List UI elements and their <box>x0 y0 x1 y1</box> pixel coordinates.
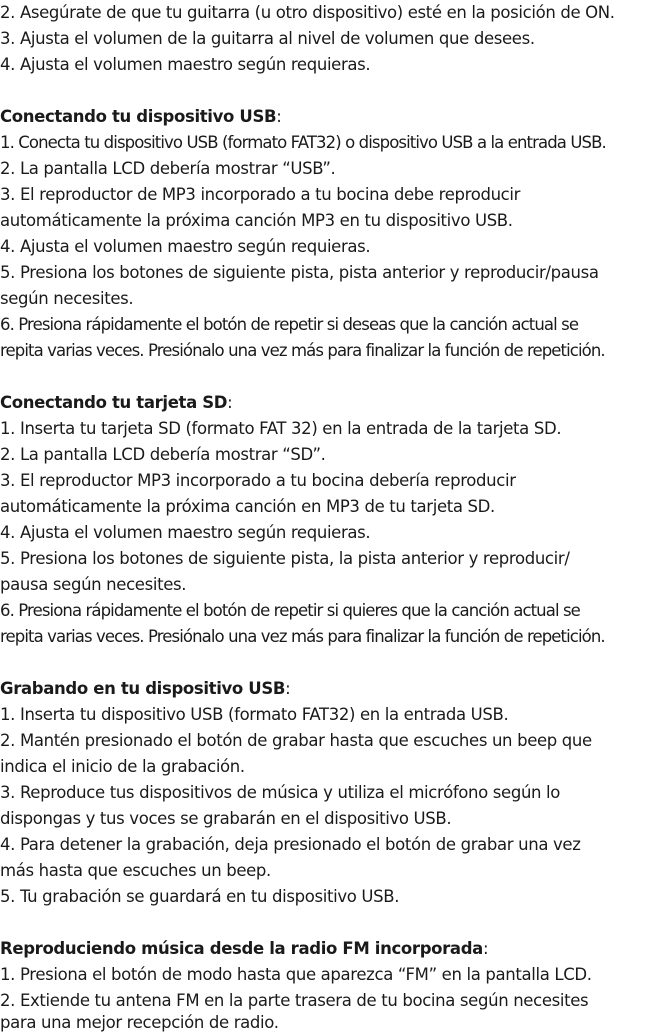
fm-line-2: 2. Extiende tu antena FM en la parte trasera de tu bocina según necesites <box>0 991 589 1010</box>
intro-step-4: 4. Ajusta el volumen maestro según requieras. <box>0 55 371 74</box>
usb-line-9: repita varias veces. Presiónalo una vez más para finalizar la función de repetición. <box>0 341 605 360</box>
usb-line-4: automáticamente la próxima canción MP3 en tu dispositivo USB. <box>0 211 513 230</box>
usb-line-5: 4. Ajusta el volumen maestro según requieras. <box>0 237 371 256</box>
fm-heading-text: Reproduciendo música desde la radio FM incorporada <box>0 939 483 958</box>
record-line-4: 3. Reproduce tus dispositivos de música y utiliza el micrófono según lo <box>0 783 561 802</box>
sd-line-2: 2. La pantalla LCD debería mostrar “SD”. <box>0 445 326 464</box>
usb-line-3: 3. El reproductor de MP3 incorporado a tu bocina debe reproducir <box>0 185 521 204</box>
record-line-6: 4. Para detener la grabación, deja presionado el botón de grabar una vez <box>0 835 581 854</box>
record-line-5: dispongas y tus voces se grabarán en el dispositivo USB. <box>0 809 452 828</box>
sd-section-heading <box>0 390 232 416</box>
usb-section-heading <box>0 104 281 130</box>
sd-line-7: pausa según necesites. <box>0 575 187 594</box>
record-heading-text: Grabando en tu dispositivo USB <box>0 679 286 698</box>
usb-line-2: 2. La pantalla LCD debería mostrar “USB”. <box>0 159 336 178</box>
usb-line-7: según necesites. <box>0 289 134 308</box>
sd-line-1: 1. Inserta tu tarjeta SD (formato FAT 32) en la entrada de la tarjeta SD. <box>0 419 562 438</box>
record-line-3: indica el inicio de la grabación. <box>0 757 245 776</box>
usb-line-1: 1. Conecta tu dispositivo USB (formato FAT32) o dispositivo USB a la entrada USB. <box>0 133 606 152</box>
fm-line-1: 1. Presiona el botón de modo hasta que aparezca “FM” en la pantalla LCD. <box>0 965 592 984</box>
sd-line-6: 5. Presiona los botones de siguiente pista, la pista anterior y reproducir/ <box>0 549 570 568</box>
fm-heading-colon: : <box>482 939 489 958</box>
sd-heading-colon: : <box>227 393 233 412</box>
usb-line-6: 5. Presiona los botones de siguiente pista, pista anterior y reproducir/pausa <box>0 263 599 282</box>
fm-section-heading <box>0 936 488 962</box>
usb-line-8: 6. Presiona rápidamente el botón de repetir si deseas que la canción actual se <box>0 315 579 334</box>
usb-heading-colon: : <box>276 107 282 126</box>
sd-line-8: 6. Presiona rápidamente el botón de repetir si quieres que la canción actual se <box>0 601 580 620</box>
record-line-8: 5. Tu grabación se guardará en tu dispositivo USB. <box>0 887 400 906</box>
record-line-2: 2. Mantén presionado el botón de grabar hasta que escuches un beep que <box>0 731 592 750</box>
sd-line-5: 4. Ajusta el volumen maestro según requieras. <box>0 523 371 542</box>
record-section-heading <box>0 676 290 702</box>
record-heading-colon: : <box>285 679 291 698</box>
sd-heading-text: Conectando tu tarjeta SD <box>0 393 228 412</box>
sd-line-3: 3. El reproductor MP3 incorporado a tu bocina debería reproducir <box>0 471 516 490</box>
intro-step-2: 2. Asegúrate de que tu guitarra (u otro dispositivo) esté en la posición de ON. <box>0 3 615 22</box>
usb-heading-text: Conectando tu dispositivo USB <box>0 107 277 126</box>
record-line-1: 1. Inserta tu dispositivo USB (formato FAT32) en la entrada USB. <box>0 705 509 724</box>
sd-line-9: repita varias veces. Presiónalo una vez más para finalizar la función de repetición. <box>0 627 605 646</box>
record-line-7: más hasta que escuches un beep. <box>0 861 271 880</box>
intro-step-3: 3. Ajusta el volumen de la guitarra al nivel de volumen que desees. <box>0 29 535 48</box>
sd-line-4: automáticamente la próxima canción en MP3 de tu tarjeta SD. <box>0 497 495 516</box>
fm-line-3: para una mejor recepción de radio. <box>0 1013 279 1032</box>
